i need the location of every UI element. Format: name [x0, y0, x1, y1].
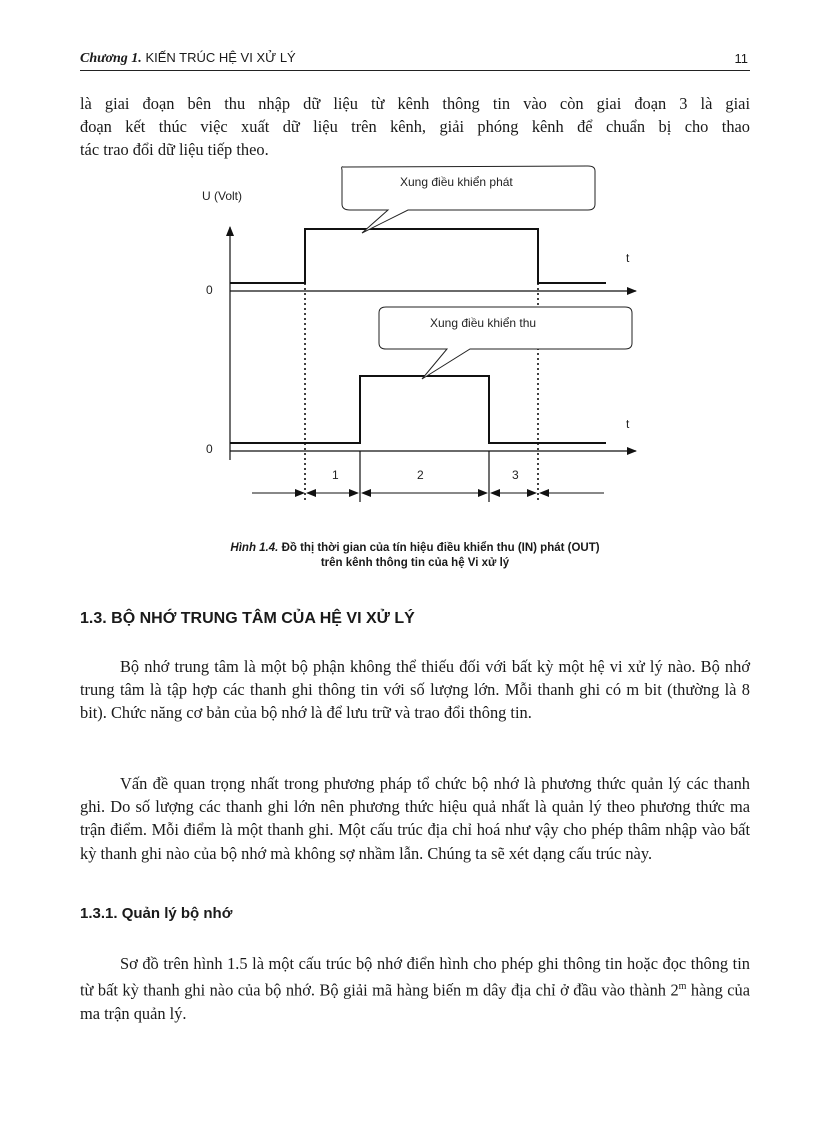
- section-heading: 1.3. BỘ NHỚ TRUNG TÂM CỦA HỆ VI XỬ LÝ: [80, 610, 415, 627]
- page-number: 11: [734, 51, 748, 66]
- callout-top-text: Xung điều khiển phát: [400, 175, 513, 189]
- intro-line-3: tác trao đổi dữ liệu tiếp theo.: [80, 140, 269, 159]
- caption-line-1-text: Đồ thị thời gian của tín hiệu điều khiển thu (IN) phát (OUT): [281, 542, 600, 554]
- zero-label-bottom: 0: [206, 442, 213, 456]
- callout-bottom-text: Xung điều khiển thu: [430, 316, 537, 330]
- intro-line-2: đoạn kết thúc việc xuất dữ liệu trên kênh, giải phóng kênh để chuẩn bị cho thao: [80, 117, 750, 136]
- caption-line-1: [80, 541, 750, 556]
- section-paragraph-1: Bộ nhớ trung tâm là một bộ phận không thể thiếu đối với bất kỳ một hệ vi xử lý nào. Bộ nhớ trung tâm là tập hợp các thanh ghi thông tin với số lượng lớn. Mỗi thanh ghi có m bit (thường là 8 bit). Chức năng cơ bản của bộ nhớ là để lưu trữ và trao đổi thông tin.: [80, 657, 750, 723]
- superscript-m: m: [678, 981, 687, 993]
- subsection-heading: 1.3.1. Quản lý bộ nhớ: [80, 905, 233, 922]
- intro-line-1: là giai đoạn bên thu nhập dữ liệu từ kênh thông tin vào còn giai đoạn 3 là giai: [80, 94, 750, 113]
- zero-label-top: 0: [206, 283, 213, 297]
- phase-label-3: 3: [512, 468, 519, 482]
- phase-label-1: 1: [332, 468, 339, 482]
- t-label-top: t: [626, 251, 630, 265]
- section-paragraph-2: Vấn đề quan trọng nhất trong phương pháp tổ chức bộ nhớ là phương thức quản lý các thanh ghi. Do số lượng các thanh ghi lớn nên phương thức hiệu quả nhất là quản lý theo phương thức ma trận điểm. Mỗi điểm là một thanh ghi. Một cấu trúc địa chỉ hoá như vậy cho phép thâm nhập vào bất kỳ thanh ghi nào của bộ nhớ mà không sợ nhầm lẫn. Chúng ta sẽ xét dạng cấu trúc này.: [80, 774, 750, 863]
- timing-diagram: [0, 0, 816, 540]
- transmit-pulse: [230, 229, 606, 283]
- caption-line-2: trên kênh thông tin của hệ Vi xử lý: [320, 557, 510, 569]
- subsection-text-end: hàng của ma trận quản lý.: [80, 980, 750, 1023]
- subsection-text-start: Sơ đồ trên hình 1.5 là một cấu trúc bộ nhớ điển hình cho phép ghi thông tin hoặc đọc thông tin từ bất kỳ thanh ghi nào của bộ nhớ. Bộ giải mã hàng biến m dây địa chỉ ở đầu vào thành 2: [80, 954, 750, 1000]
- chapter-title: KIẾN TRÚC HỆ VI XỬ LÝ: [145, 50, 296, 65]
- caption-label: Hình 1.4.: [230, 542, 279, 554]
- figure-caption: [80, 541, 750, 571]
- y-axis-label: U (Volt): [202, 189, 243, 203]
- receive-pulse: [230, 376, 606, 443]
- t-label-bottom: t: [626, 417, 630, 431]
- chapter-label: Chương 1.: [80, 51, 142, 66]
- phase-label-2: 2: [417, 468, 424, 482]
- subsection-paragraph: [80, 952, 750, 1025]
